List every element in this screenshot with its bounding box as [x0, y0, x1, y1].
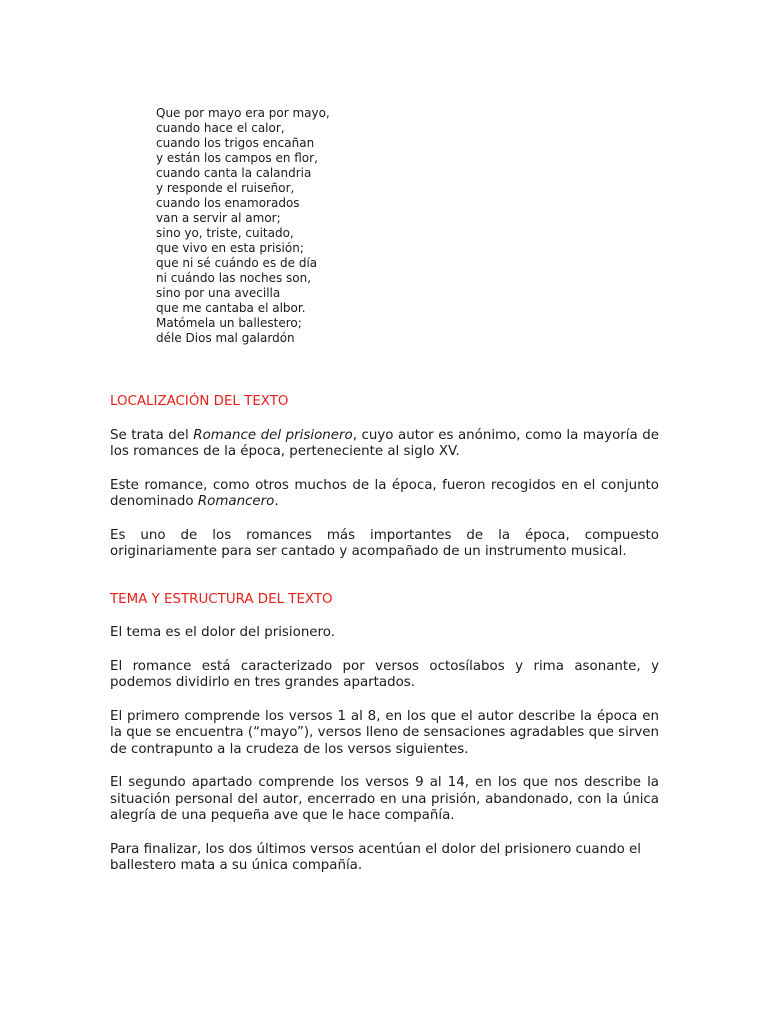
- poem-line: que ni sé cuándo es de día: [156, 256, 318, 270]
- poem-line: sino yo, triste, cuitado,: [156, 226, 294, 240]
- section-heading-localizacion: LOCALIZACIÓN DEL TEXTO: [110, 394, 289, 409]
- paragraph-importance: Es uno de los romances más importantes de la época, compuesto originariamente para ser cantado y acompañado de un instrumento musical.: [110, 527, 659, 559]
- collection-title-italic: Romancero: [197, 494, 275, 509]
- paragraph-text: .: [274, 494, 279, 509]
- poem-line: que me cantaba el albor.: [156, 301, 306, 315]
- poem-line: van a servir al amor;: [156, 211, 281, 225]
- poem-line: y están los campos en flor,: [156, 151, 318, 165]
- paragraph-text: Este romance, como otros muchos de la época, fueron recogidos en el conjunto denominado: [110, 477, 659, 509]
- poem-line: cuando hace el calor,: [156, 121, 285, 135]
- paragraph-primero: El primero comprende los versos 1 al 8, en los que el autor describe la época en la que se encuentra (“mayo”), versos lleno de sensaciones agradables que sirven de contrapunto a la crudeza de los versos siguientes.: [110, 708, 659, 757]
- paragraph-segundo: El segundo apartado comprende los versos 9 al 14, en los que nos describe la situación personal del autor, encerrado en una prisión, abandonado, con la única alegría de una pequeña ave que le hace compañía.: [110, 775, 659, 823]
- poem-line: cuando los trigos encañan: [156, 136, 315, 150]
- analysis-content: [110, 394, 659, 892]
- work-title-italic: Romance del prisionero: [193, 427, 353, 443]
- poem-line: que vivo en esta prisión;: [156, 241, 304, 255]
- poem-line: déle Dios mal galardón: [156, 331, 295, 345]
- poem-block: [156, 106, 330, 346]
- paragraph-estructura: El romance está caracterizado por versos octosílabos y rima asonante, y podemos dividirlo en tres grandes apartados.: [110, 658, 659, 690]
- paragraph-romancero: [110, 478, 659, 511]
- paragraph-finalizar: Para finalizar, los dos últimos versos acentúan el dolor del prisionero cuando el ballestero mata a su única compañía.: [110, 841, 641, 873]
- poem-line: cuando los enamorados: [156, 196, 300, 210]
- paragraph-text: Se trata del: [110, 427, 194, 443]
- section-heading-tema: TEMA Y ESTRUCTURA DEL TEXTO: [110, 591, 333, 607]
- paragraph-romance-intro: [110, 428, 659, 461]
- paragraph-text: , cuyo autor es anónimo, como la mayoría de los romances de la época, perteneciente al siglo XV.: [110, 427, 659, 459]
- poem-line: Matómela un ballestero;: [156, 316, 302, 330]
- paragraph-tema: El tema es el dolor del prisionero.: [110, 625, 335, 640]
- poem-line: ni cuándo las noches son,: [156, 271, 312, 285]
- poem-line: Que por mayo era por mayo,: [156, 106, 330, 120]
- poem-line: sino por una avecilla: [156, 286, 281, 300]
- poem-line: y responde el ruiseñor,: [156, 181, 295, 195]
- poem-line: cuando canta la calandria: [156, 166, 312, 180]
